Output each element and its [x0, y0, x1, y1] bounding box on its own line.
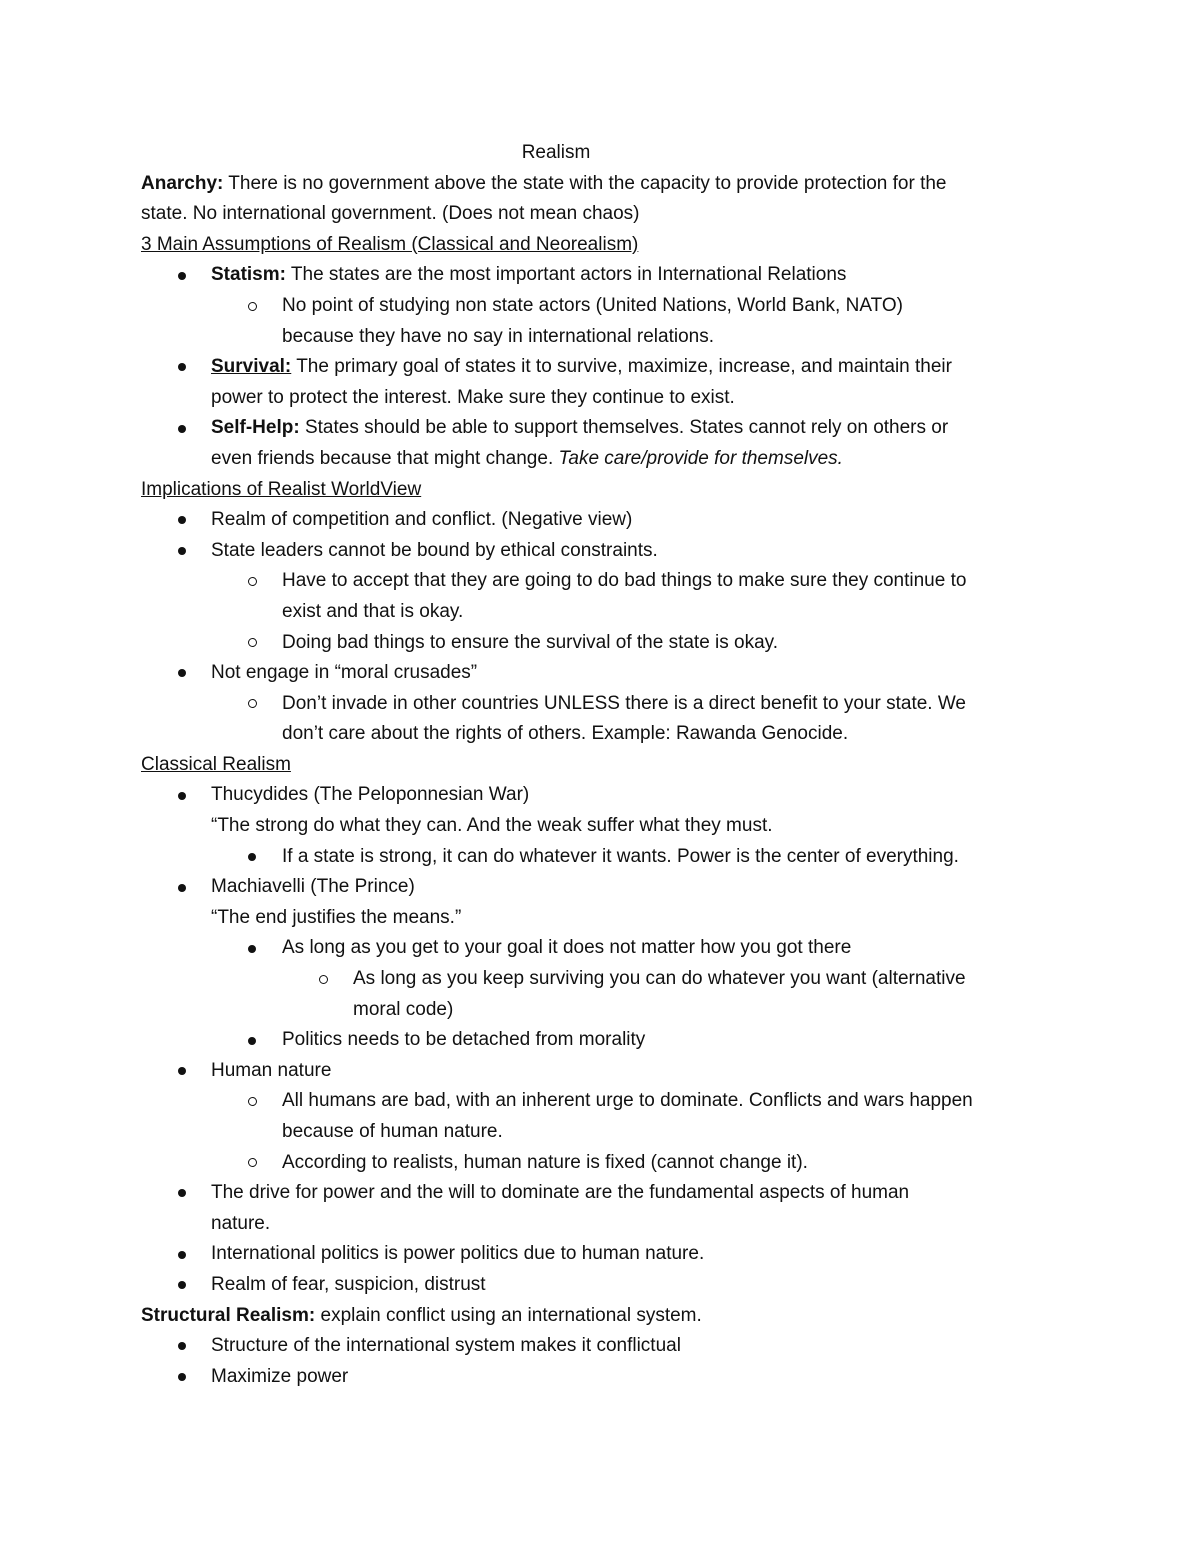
bullet-icon — [248, 933, 256, 964]
list-item-text: Human nature — [211, 1059, 332, 1081]
list-item — [141, 689, 1071, 720]
list-item-text: According to realists, human nature is fixed (cannot change it). — [282, 1151, 808, 1173]
list-item-text: If a state is strong, it can do whatever it wants. Power is the center of everything. — [282, 845, 959, 867]
anarchy-definition-cont — [141, 199, 1071, 230]
selfhelp-term: Self-Help: — [211, 417, 300, 439]
list-item — [141, 1086, 1071, 1117]
quote-line — [141, 811, 1071, 842]
list-item-text: exist and that is okay. — [282, 600, 464, 622]
list-item-cont — [141, 1209, 1071, 1240]
list-item-text: State leaders cannot be bound by ethical constraints. — [211, 539, 658, 561]
list-item — [141, 872, 1071, 903]
circle-bullet-icon — [248, 1148, 257, 1179]
bullet-icon — [178, 352, 186, 383]
implications-heading: Implications of Realist WorldView — [141, 478, 422, 500]
list-item-text: Maximize power — [211, 1365, 349, 1387]
bullet-icon — [178, 505, 186, 536]
list-item — [141, 628, 1071, 659]
survival-term: Survival: — [211, 356, 292, 378]
list-item-text: Realm of competition and conflict. (Negative view) — [211, 509, 633, 531]
list-item-cont — [141, 322, 1071, 353]
circle-bullet-icon — [248, 1086, 257, 1117]
list-item-text: All humans are bad, with an inherent urge to dominate. Conflicts and wars happen — [282, 1090, 973, 1112]
list-item-cont — [141, 719, 1071, 750]
bullet-icon — [178, 413, 186, 444]
list-item-text: moral code) — [353, 998, 454, 1020]
list-item-cont — [141, 444, 1071, 475]
structural-text: explain conflict using an international system. — [315, 1304, 702, 1326]
bullet-icon — [178, 1331, 186, 1362]
assumptions-heading: 3 Main Assumptions of Realism (Classical and Neorealism) — [141, 233, 639, 255]
list-item-text: Don’t invade in other countries UNLESS there is a direct benefit to your state. We — [282, 692, 966, 714]
statism-term: Statism: — [211, 264, 286, 286]
list-item — [141, 658, 1071, 689]
list-item — [141, 1331, 1071, 1362]
list-item-cont — [141, 1117, 1071, 1148]
circle-bullet-icon — [248, 628, 257, 659]
list-item — [141, 1056, 1071, 1087]
list-item-cont — [141, 383, 1071, 414]
list-item — [141, 933, 1071, 964]
list-item — [141, 505, 1071, 536]
list-item-text: As long as you keep surviving you can do whatever you want (alternative — [353, 968, 966, 990]
list-item-text: Not engage in “moral crusades” — [211, 662, 478, 684]
list-item — [141, 413, 1071, 444]
bullet-icon — [178, 780, 186, 811]
survival-text: The primary goal of states it to survive, maximize, increase, and maintain their — [291, 356, 952, 378]
anarchy-text-2: state. No international government. (Does not mean chaos) — [141, 203, 640, 225]
list-item — [141, 291, 1071, 322]
list-item — [141, 566, 1071, 597]
list-item-text: Doing bad things to ensure the survival of the state is okay. — [282, 631, 779, 653]
survival-text-cont: power to protect the interest. Make sure they continue to exist. — [211, 386, 735, 408]
bullet-icon — [178, 260, 186, 291]
list-item-text: Realm of fear, suspicion, distrust — [211, 1273, 486, 1295]
list-item-cont — [141, 995, 1071, 1026]
bullet-icon — [178, 1056, 186, 1087]
bullet-icon — [248, 1025, 256, 1056]
selfhelp-text: States should be able to support themselves. States cannot rely on others or — [299, 417, 949, 439]
anarchy-term: Anarchy: — [141, 172, 224, 194]
list-item — [141, 1239, 1071, 1270]
list-item-text: Thucydides (The Peloponnesian War) — [211, 784, 530, 806]
list-item — [141, 1270, 1071, 1301]
statism-text: The states are the most important actors in International Relations — [285, 264, 847, 286]
bullet-icon — [178, 658, 186, 689]
selfhelp-text-cont: even friends because that might change. — [211, 447, 559, 469]
bullet-icon — [178, 1178, 186, 1209]
document-body — [141, 138, 1071, 1392]
circle-bullet-icon — [248, 689, 257, 720]
anarchy-definition — [141, 169, 1071, 200]
statism-sub-text: No point of studying non state actors (United Nations, World Bank, NATO) — [282, 294, 903, 316]
bullet-icon — [178, 536, 186, 567]
list-item — [141, 842, 1071, 873]
classical-heading: Classical Realism — [141, 753, 291, 775]
list-item-text: Have to accept that they are going to do bad things to make sure they continue to — [282, 570, 967, 592]
bullet-icon — [178, 1270, 186, 1301]
list-item — [141, 1148, 1071, 1179]
structural-definition — [141, 1301, 1071, 1332]
statism-sub-text-cont: because they have no say in international relations. — [282, 325, 714, 347]
list-item — [141, 780, 1071, 811]
list-item-text: Machiavelli (The Prince) — [211, 876, 415, 898]
anarchy-text-1: There is no government above the state with the capacity to provide protection for the — [223, 172, 947, 194]
quote-line — [141, 903, 1071, 934]
list-item — [141, 536, 1071, 567]
list-item-text: International politics is power politics due to human nature. — [211, 1243, 705, 1265]
bullet-icon — [178, 1362, 186, 1393]
quote-text: “The end justifies the means.” — [211, 906, 462, 928]
list-item-text: As long as you get to your goal it does not matter how you got there — [282, 937, 852, 959]
list-item — [141, 352, 1071, 383]
list-item-text: Structure of the international system makes it conflictual — [211, 1335, 681, 1357]
bullet-icon — [248, 842, 256, 873]
list-item-text: The drive for power and the will to dominate are the fundamental aspects of human — [211, 1182, 910, 1204]
bullet-icon — [178, 872, 186, 903]
circle-bullet-icon — [319, 964, 328, 995]
list-item-text: Politics needs to be detached from morality — [282, 1029, 646, 1051]
quote-text: “The strong do what they can. And the weak suffer what they must. — [211, 815, 773, 837]
list-item — [141, 1362, 1071, 1393]
bullet-icon — [178, 1239, 186, 1270]
selfhelp-italic: Take care/provide for themselves. — [558, 447, 843, 469]
list-item — [141, 964, 1071, 995]
list-item-text: nature. — [211, 1212, 271, 1234]
list-item-text: don’t care about the rights of others. Example: Rawanda Genocide. — [282, 723, 849, 745]
list-item — [141, 260, 1071, 291]
circle-bullet-icon — [248, 291, 257, 322]
structural-term: Structural Realism: — [141, 1304, 316, 1326]
list-item — [141, 1025, 1071, 1056]
list-item-cont — [141, 597, 1071, 628]
list-item-text: because of human nature. — [282, 1121, 503, 1142]
page-title: Realism — [521, 142, 591, 163]
circle-bullet-icon — [248, 566, 257, 597]
list-item — [141, 1178, 1071, 1209]
